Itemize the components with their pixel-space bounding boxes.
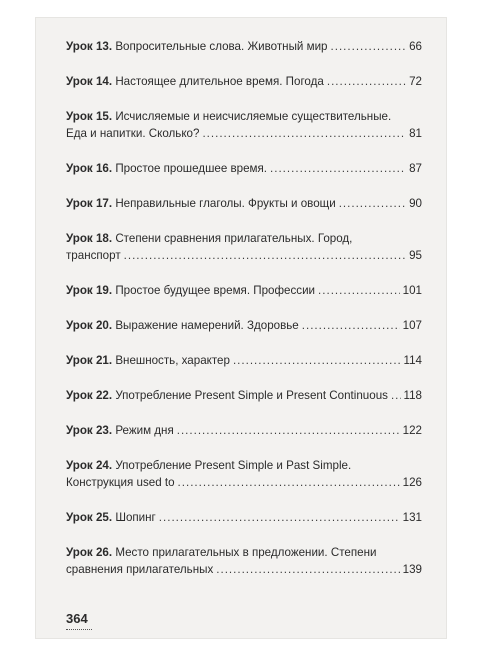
page-number: 364 [66,611,88,626]
page-reference: 122 [402,424,422,437]
page-reference: 81 [409,127,422,140]
page-number-rule [66,629,92,630]
page-reference: 66 [409,40,422,53]
lesson-title: Еда и напитки. Сколько? [66,127,200,140]
lesson-title: Режим дня [115,424,174,437]
dot-leader [178,474,400,491]
toc-entry [66,352,422,369]
lesson-number: Урок 20. [66,319,113,332]
lesson-number: Урок 21. [66,354,113,367]
dot-leader [339,195,406,212]
page-reference: 114 [403,354,422,367]
dot-leader [270,160,406,177]
lesson-number: Урок 13. [66,40,113,53]
toc-entry [66,160,422,177]
lesson-number: Урок 15. [66,110,113,123]
page-reference: 139 [402,563,422,576]
lesson-title: Место прилагательных в предложении. Степени [115,546,377,559]
book-page [36,18,446,638]
lesson-title: сравнения прилагательных [66,563,214,576]
lesson-number: Урок 25. [66,511,113,524]
page-reference: 107 [402,319,422,332]
toc-entry [66,108,422,142]
dot-leader [318,282,400,299]
page-reference: 95 [409,249,422,262]
toc-entry [66,387,422,404]
lesson-title: Употребление Present Simple и Present Continuous [115,389,388,402]
lesson-title: Шопинг [115,511,156,524]
toc-entry [66,544,422,578]
lesson-number: Урок 24. [66,459,113,472]
toc-entry [66,38,422,55]
page-reference: 118 [403,389,422,402]
lesson-number: Урок 14. [66,75,113,88]
dot-leader [124,247,406,264]
lesson-title: Настоящее длительное время. Погода [115,75,324,88]
toc-entry [66,457,422,491]
page-reference: 87 [409,162,422,175]
page-reference: 131 [402,511,422,524]
lesson-number: Урок 18. [66,232,113,245]
dot-leader [331,38,407,55]
toc-entry [66,422,422,439]
dot-leader [216,561,399,578]
lesson-title: Употребление Present Simple и Past Simple. [115,459,352,472]
lesson-title: Простое будущее время. Профессии [115,284,316,297]
lesson-title: Неправильные глаголы. Фрукты и овощи [115,197,336,210]
toc-entry [66,230,422,264]
lesson-title: Выражение намерений. Здоровье [115,319,299,332]
lesson-title: Простое прошедшее время. [115,162,268,175]
lesson-number: Урок 22. [66,389,113,402]
table-of-contents [66,38,422,578]
page-reference: 101 [402,284,422,297]
dot-leader [233,352,401,369]
dot-leader [302,317,400,334]
dot-leader [327,73,406,90]
page-reference: 126 [402,476,422,489]
toc-entry [66,317,422,334]
toc-entry [66,73,422,90]
lesson-number: Урок 23. [66,424,113,437]
lesson-number: Урок 19. [66,284,113,297]
lesson-number: Урок 17. [66,197,113,210]
page-reference: 90 [409,197,422,210]
lesson-title: Исчисляемые и неисчисляемые существительные. [115,110,392,123]
dot-leader [159,509,400,526]
lesson-number: Урок 26. [66,546,113,559]
lesson-title: Конструкция used to [66,476,175,489]
lesson-title: Вопросительные слова. Животный мир [115,40,328,53]
toc-entry [66,195,422,212]
toc-entry [66,282,422,299]
lesson-title: Степени сравнения прилагательных. Город, [115,232,353,245]
lesson-title: транспорт [66,249,121,262]
dot-leader [177,422,400,439]
lesson-title: Внешность, характер [115,354,230,367]
lesson-number: Урок 16. [66,162,113,175]
toc-entry [66,509,422,526]
dot-leader [202,125,406,142]
dot-leader [391,387,401,404]
page-reference: 72 [409,75,422,88]
